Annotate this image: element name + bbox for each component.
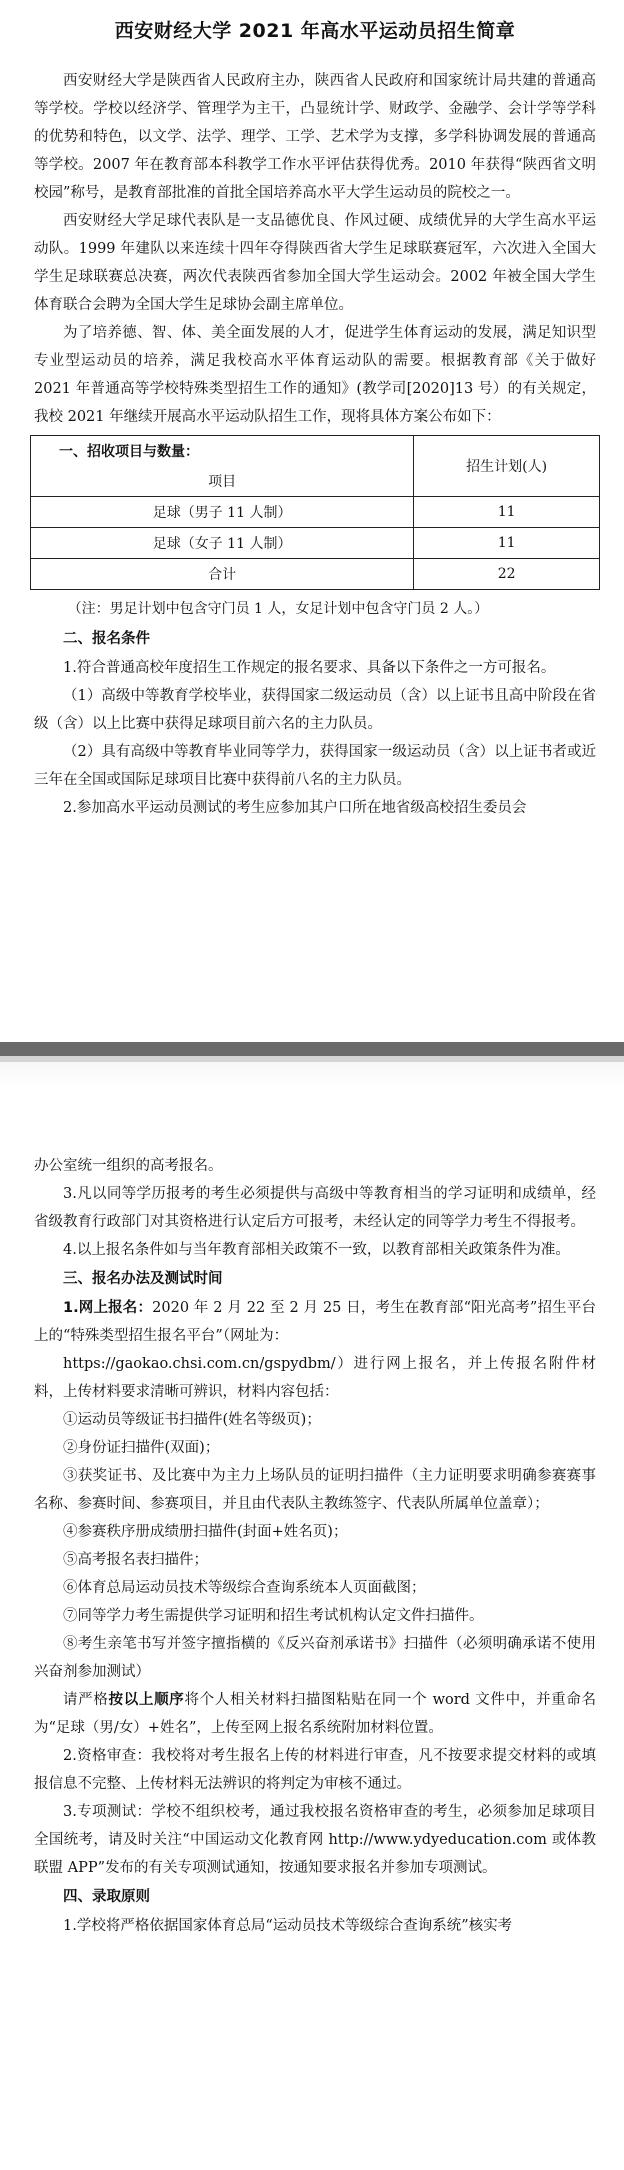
qualification-review-paragraph: 2.资格审查：我校将对考生报名上传的材料进行审查，凡不按要求提交材料的或填报信息不完整、上传材料无法辨识的将判定为审核不通过。 [34,1748,596,1792]
section1-heading: 一、招收项目与数量： [31,436,414,467]
document-page-1 [0,0,624,1042]
section4-paragraph-1: 1.学校将严格依据国家体育总局“运动员技术等级综合查询系统”核实考 [63,1918,513,1934]
table-cell-project: 足球（男子 11 人制） [31,497,414,528]
upload-order-emphasis: 按以上顺序 [108,1692,185,1708]
quota-table [30,435,600,590]
material-item-6: ⑥体育总局运动员技术等级综合查询系统本人页面截图； [63,1580,426,1596]
material-item-4: ④参赛秩序册成绩册扫描件(封面+姓名页)； [63,1524,348,1540]
table-row [31,497,600,528]
material-item-2: ②身份证扫描件(双面)； [63,1440,220,1456]
table-row-total [31,559,600,590]
table-cell-plan: 11 [414,528,600,559]
table-cell-project: 合计 [31,559,414,590]
online-registration-text: 2020 年 2 月 22 至 2 月 25 日，考生在教育部“阳光高考”招生平台上的“特殊类型招生报名平台”（网址为： [34,1300,596,1344]
section2-paragraph-4-start: 2.参加高水平运动员测试的考生应参加其户口所在地省级高校招生委员会 [63,800,527,816]
material-item-5: ⑤高考报名表扫描件； [63,1552,208,1568]
document-title: 西安财经大学 2021 年高水平运动员招生简章 [114,20,516,42]
column-header-project: 项目 [31,466,414,497]
upload-order-paragraph [34,1686,596,1742]
page-separator [0,1042,624,1088]
material-item-8: ⑧考生亲笔书写并签字擅指横的《反兴奋剂承诺书》扫描件（必须明确承诺不使用兴奋剂参加测试） [34,1636,596,1680]
section2-paragraph-6: 4.以上报名条件如与当年教育部相关政策不一致，以教育部相关政策条件为准。 [63,1242,570,1258]
table-row [31,528,600,559]
document-page-2 [0,1088,624,2170]
section2-paragraph-3: （2）具有高级中等教育毕业同等学力，获得国家一级运动员（含）以上证书者或近三年在全国或国际足球项目比赛中获得前八名的主力队员。 [34,744,596,788]
online-registration-paragraph [34,1294,596,1350]
intro-paragraph-1: 西安财经大学是陕西省人民政府主办，陕西省人民政府和国家统计局共建的普通高等学校。学校以经济学、管理学为主干，凸显统计学、财政学、金融学、会计学等学科的优势和特色，以文学、法学、理学、工学、艺术学为支撑，多学科协调发展的普通高等学校。2007 年在教育部本科教学工作水平评估获得优秀。2010 年获得“陕西省文明校园”称号，是教育部批准的首批全国培养高水平大学生运动员的院校之一。 [34,73,596,201]
material-item-3: ③获奖证书、及比赛中为主力上场队员的证明扫描件（主力证明要求明确参赛赛事名称、参赛时间、参赛项目，并且由代表队主教练签字、代表队所属单位盖章）； [34,1468,596,1512]
intro-paragraph-3: 为了培养德、智、体、美全面发展的人才，促进学生体育运动的发展，满足知识型专业型运动员的培养，满足我校高水平体育运动队的需要。根据教育部《关于做好 2021 年普通高等学校特殊类型招生工作的通知》(教学司[2020]13 号）的有关规定，我校 2021 年继续开展高水平运动队招生工作，现将具体方案公布如下： [34,325,596,425]
section3-heading: 三、报名办法及测试时间 [63,1271,223,1287]
table-cell-project: 足球（女子 11 人制） [31,528,414,559]
upload-order-suffix: 将个人相关材料扫描图粘贴在同一个 word 文件中，并重命名为“足球（男/女）+姓名”，上传至网上报名系统附加材料位置。 [34,1692,597,1736]
online-registration-url-line: https://gaokao.chsi.com.cn/gspydbm/）进行网上报名，并上传报名附件材料，上传材料要求清晰可辨识，材料内容包括： [34,1356,596,1400]
table-cell-plan: 22 [414,559,600,590]
section2-paragraph-4-end: 办公室统一组织的高考报名。 [34,1158,223,1174]
section2-heading: 二、报名条件 [63,631,150,647]
online-registration-label: 1.网上报名： [63,1300,153,1316]
specialty-test-paragraph: 3.专项测试：学校不组织校考，通过我校报名资格审查的考生，必须参加足球项目全国统考，请及时关注“中国运动文化教育网 http://www.ydyeducation.com 或体教联盟 APP”发布的有关专项测试通知，按通知要求报名并参加专项测试。 [34,1804,596,1876]
column-header-plan: 招生计划(人) [414,436,600,497]
table-header-row [31,436,600,467]
material-item-7: ⑦同等学力考生需提供学习证明和招生考试机构认定文件扫描件。 [63,1608,484,1624]
table-cell-plan: 11 [414,497,600,528]
table-note: （注：男足计划中包含守门员 1 人，女足计划中包含守门员 2 人。） [67,601,489,617]
upload-order-prefix: 请严格 [63,1692,109,1708]
intro-paragraph-2: 西安财经大学足球代表队是一支品德优良、作风过硬、成绩优异的大学生高水平运动队。1999 年建队以来连续十四年夺得陕西省大学生足球联赛冠军，六次进入全国大学生足球联赛总决赛，两次代表陕西省参加全国大学生运动会。2002 年被全国大学生体育联合会聘为全国大学生足球协会副主席单位。 [34,213,596,313]
section2-paragraph-2: （1）高级中等教育学校毕业，获得国家二级运动员（含）以上证书且高中阶段在省级（含）以上比赛中获得足球项目前六名的主力队员。 [34,688,596,732]
material-item-1: ①运动员等级证书扫描件(姓名等级页)； [63,1412,321,1428]
section2-paragraph-1: 1.符合普通高校年度招生工作规定的报名要求、具备以下条件之一方可报名。 [63,660,556,676]
section4-heading: 四、录取原则 [63,1889,150,1905]
section2-paragraph-5: 3.凡以同等学历报考的考生必须提供与高级中等教育相当的学习证明和成绩单，经省级教育行政部门对其资格进行认定后方可报考，未经认定的同等学力考生不得报考。 [34,1186,596,1230]
